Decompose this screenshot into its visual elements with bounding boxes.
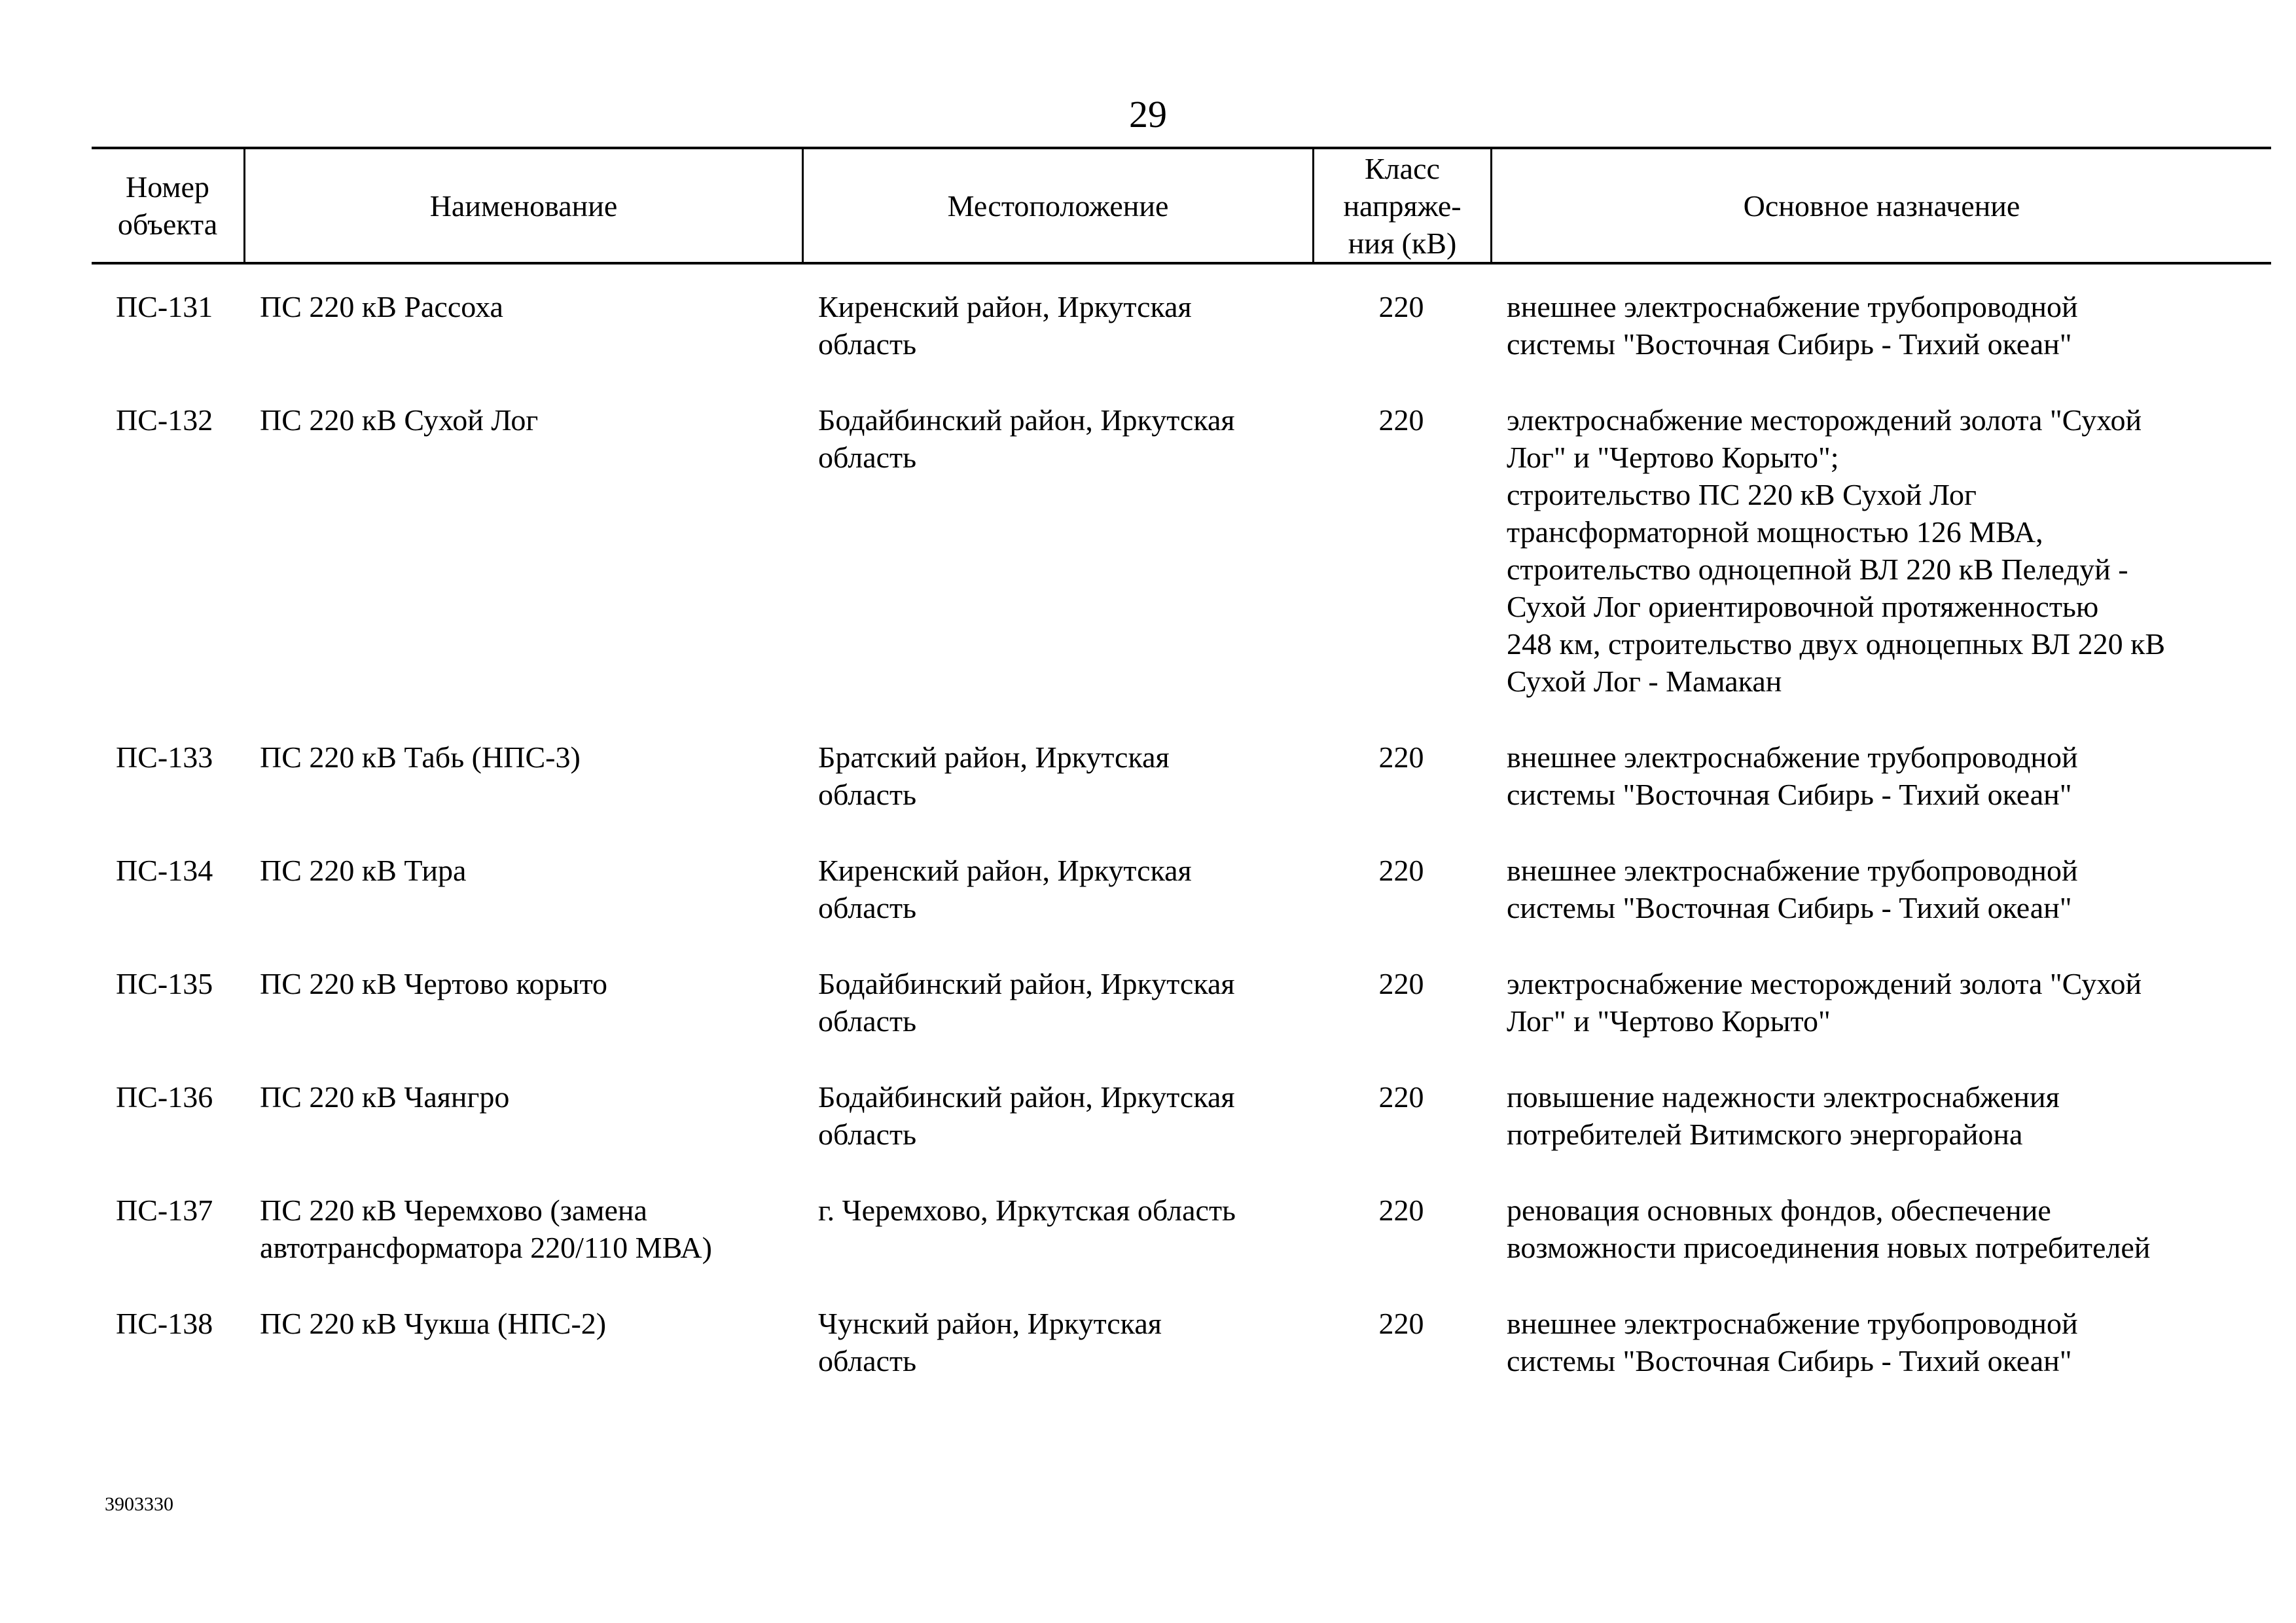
object-purpose: реновация основных фондов, обеспечение возможности присоединения новых потребителей [1507,1194,2151,1264]
header-object-number-line: объекта [117,208,218,241]
object-number: ПС-137 [116,1194,213,1227]
header-location [804,148,1312,263]
object-name: ПС 220 кВ Черемхово (замена автотрансформатора 220/110 МВА) [260,1194,712,1264]
object-voltage: 220 [1378,1307,1424,1340]
header-voltage-class [1314,148,1490,263]
object-location: Киренский район, Иркутская область [818,290,1192,361]
table-row [92,965,2271,1078]
object-voltage: 220 [1378,290,1424,323]
object-name: ПС 220 кВ Табь (НПС-3) [260,740,581,774]
object-purpose: внешнее электроснабжение трубопроводной системы "Восточная Сибирь - Тихий океан" [1507,740,2078,811]
object-name: ПС 220 кВ Тира [260,854,467,887]
object-number: ПС-135 [116,967,213,1000]
object-name: ПС 220 кВ Рассоха [260,290,503,323]
object-location: Бодайбинский район, Иркутская область [818,967,1235,1038]
table-row [92,1192,2271,1305]
page-number: 29 [1129,93,1167,136]
object-number: ПС-131 [116,290,213,323]
header-purpose-label: Основное назначение [1743,189,2020,223]
header-name [245,148,802,263]
object-name: ПС 220 кВ Чаянгро [260,1080,510,1114]
object-number: ПС-133 [116,740,213,774]
table-row [92,288,2271,401]
object-voltage: 220 [1378,967,1424,1000]
object-location: Бодайбинский район, Иркутская область [818,403,1235,474]
object-name: ПС 220 кВ Сухой Лог [260,403,539,437]
table-row [92,1305,2271,1418]
document-code: 3903330 [105,1493,173,1515]
object-location: г. Черемхово, Иркутская область [818,1194,1236,1227]
object-location: Братский район, Иркутская область [818,740,1170,811]
object-name: ПС 220 кВ Чукша (НПС-2) [260,1307,607,1340]
object-purpose: внешнее электроснабжение трубопроводной системы "Восточная Сибирь - Тихий океан" [1507,1307,2078,1377]
table-row [92,401,2271,739]
header-object-number-line: Номер [126,170,209,204]
object-number: ПС-134 [116,854,213,887]
object-number: ПС-136 [116,1080,213,1114]
header-voltage-line: ния (кВ) [1348,226,1457,260]
object-voltage: 220 [1378,1080,1424,1114]
object-number: ПС-138 [116,1307,213,1340]
table-row [92,1078,2271,1192]
header-name-label: Наименование [429,189,618,223]
object-location: Чунский район, Иркутская область [818,1307,1162,1377]
table-row [92,739,2271,852]
object-purpose: повышение надежности электроснабжения потребителей Витимского энергорайона [1507,1080,2060,1151]
object-number: ПС-132 [116,403,213,437]
header-voltage-line: напряже- [1343,189,1462,223]
object-voltage: 220 [1378,1194,1424,1227]
object-purpose: внешнее электроснабжение трубопроводной системы "Восточная Сибирь - Тихий океан" [1507,290,2078,361]
header-object-number [92,148,243,263]
table-row [92,852,2271,965]
substations-table [92,288,2271,1418]
header-purpose [1492,148,2271,263]
object-voltage: 220 [1378,854,1424,887]
object-voltage: 220 [1378,740,1424,774]
header-location-label: Местоположение [947,189,1169,223]
object-location: Бодайбинский район, Иркутская область [818,1080,1235,1151]
object-voltage: 220 [1378,403,1424,437]
object-location: Киренский район, Иркутская область [818,854,1192,924]
object-purpose: электроснабжение месторождений золота "Сухой Лог" и "Чертово Корыто"; строительство ПС 220 кВ Сухой Лог трансформаторной мощностью 126 МВА, строительство одноцепной ВЛ 220 кВ Пеледуй - Сухой Лог ориентировочной протяженностью 248 км, строительство двух одноцепных ВЛ 220 кВ Сухой Лог - Мамакан [1507,403,2166,698]
object-purpose: электроснабжение месторождений золота "Сухой Лог" и "Чертово Корыто" [1507,967,2142,1038]
header-voltage-line: Класс [1365,151,1440,185]
object-purpose: внешнее электроснабжение трубопроводной системы "Восточная Сибирь - Тихий океан" [1507,854,2078,924]
object-name: ПС 220 кВ Чертово корыто [260,967,607,1000]
